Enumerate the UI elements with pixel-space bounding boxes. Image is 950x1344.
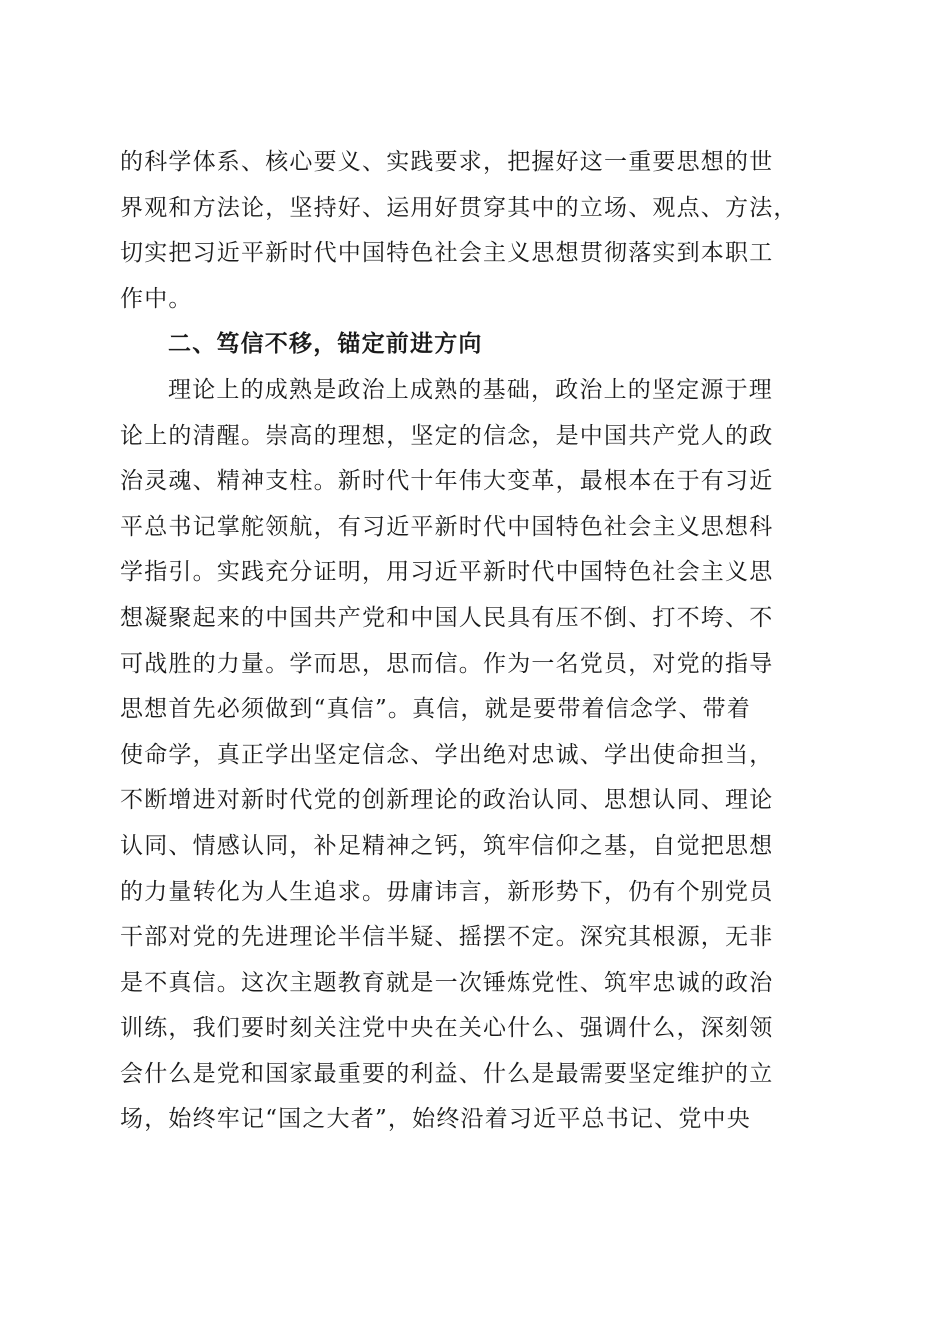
text-line: 的科学体系、核心要义、实践要求，把握好这一重要思想的世 [120,149,774,175]
text-line: 场，始终牢记“国之大者”，始终沿着习近平总书记、党中央 [120,1106,751,1133]
paragraph-first-line: 理论上的成熟是政治上成熟的基础，政治上的坚定源于理 [168,376,773,403]
text-line: 不断增进对新时代党的创新理论的政治认同、思想认同、理论 [120,787,774,814]
section-heading: 二、笃信不移，锚定前进方向 [168,331,483,358]
text-line: 论上的清醒。崇高的理想，坚定的信念，是中国共产党人的政 [120,422,774,449]
text-line: 界观和方法论，坚持好、运用好贯穿其中的立场、观点、方法， [120,194,798,221]
text-line: 会什么是党和国家最重要的利益、什么是最需要坚定维护的立 [120,1060,774,1087]
text-line: 的力量转化为人生追求。毋庸讳言，新形势下，仍有个别党员 [120,878,774,905]
text-line: 思想首先必须做到“真信”。真信，就是要带着信念学、带着 [120,696,751,723]
text-line: 治灵魂、精神支柱。新时代十年伟大变革，最根本在于有习近 [120,468,774,495]
text-line: 干部对党的先进理论半信半疑、摇摆不定。深究其根源，无非 [120,924,774,951]
text-line: 可战胜的力量。学而思，思而信。作为一名党员，对党的指导 [120,650,774,677]
body-text [120,140,840,1143]
text-line: 作中。 [120,285,193,312]
text-line: 训练，我们要时刻关注党中央在关心什么、强调什么，深刻领 [120,1015,774,1042]
text-line: 认同、情感认同，补足精神之钙，筑牢信仰之基，自觉把思想 [120,832,774,859]
text-line: 想凝聚起来的中国共产党和中国人民具有压不倒、打不垮、不 [120,604,774,631]
text-line: 切实把习近平新时代中国特色社会主义思想贯彻落实到本职工 [120,240,774,267]
text-line: 学指引。实践充分证明，用习近平新时代中国特色社会主义思 [120,559,774,586]
text-line: 平总书记掌舵领航，有习近平新时代中国特色社会主义思想科 [120,513,774,540]
text-line: 是不真信。这次主题教育就是一次锤炼党性、筑牢忠诚的政治 [120,969,774,996]
text-line: 使命学，真正学出坚定信念、学出绝对忠诚、学出使命担当， [120,741,774,768]
